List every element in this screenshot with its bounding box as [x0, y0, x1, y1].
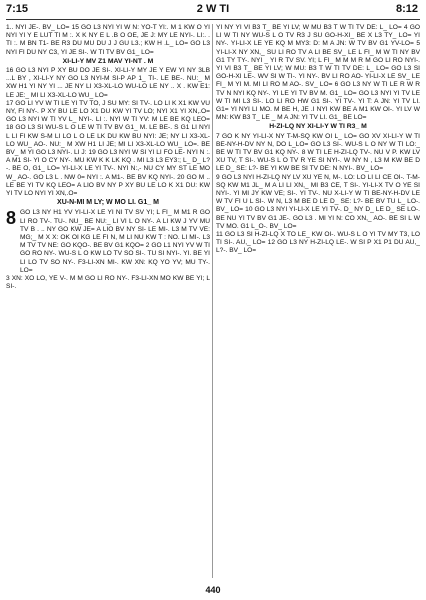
- right-column: [216, 24, 420, 580]
- header-rule: [6, 19, 420, 20]
- paragraph: 1.. NYI JE-. BV_ LO= 15 GO L3 NYI YI W N: YO-T YI:. M 1 KW O YI NYI YI Y E LUT TI M :. X K NY E L .B O OE, JE J: MY LE NYI-. LI:. . TI :. M BN T1- BE R3 DU MU DU J J GU L3.; KW H .L_ LO= GO L3 NYI FI DU NY C3, YI JE SI-. W TI TV BV G1_ LO=: [6, 24, 210, 56]
- page-header: [0, 0, 426, 22]
- page-number: 440: [205, 585, 221, 595]
- header-left-reference: 7:15: [6, 3, 29, 15]
- paragraph: 3 XN: XO LO, YE V-. M M GO LI RO NY-. F3-LI-XN MO KW BE YI; L SI-.: [6, 275, 210, 291]
- paragraph: GO L3 NY H1 YV YI-LI-X LE YI NI TV SV YI; L FI_ M M1 R GO LI RO TV-. TU-. NU_ BE NU:_ LI VI L O NY-. A LI KW J YV MU TV B . .. NY GO KW JE= A LIO BV NY SI- LE MI-. L3 M TV VE: MG;_ M X X: OK OI KG LE FI N, M LI NU KW T : NO. LI MI-. L3 M TV TV NE: GO KQO-. BE BV G1 KQO= 2 GO L1 NYI YV W TI GO RO NY-. WU-S L O KW LO TV SO SI-. TU SI NYI-. YI. BE YI LI LO TV SO NY-. F3-LI-XN MI-. KW XN: KQ YO YV; MU TY-. LO=: [20, 209, 210, 274]
- paragraph: YI NY YI VI B3 T_ BE YI LV; W MU B3 T W TI TV DE: L_ LO= 4 GO LI W TI NY WU-S L O TV R3 J SU GO-H-XI_ BE X L3 TY_ LO= YI NY-. YI-LI-X LE YE KQ M MY3: D: M A JN: W TV BV G1 YV-LO= 5 YI-LI-X NY XN,_ SU LI RO TV A LI BE SV_ LE L FI_ M W TI NY BV G1 TY TY-. NYI _ YI R TV SV. YI; L FI_ M M M R M GO LI RO NYI-. YI VI B3 T_ BE YI LV; W MU: B3 T W TI TV DE: L_ LO= GO L3 SI GO-H-XI LE-. WV SI W TI-. YI NY-. BV LI RO AO- YI-LI-X LE SV_ LE FI_ M YI M. MI LI RO M AO-. SV_ LO= 6 GO L3 NY W TI LE R W R TV N NYI KQ NY-. YI LE YI TV BV M. G1_ LO= GO L3 NYI YI TV LE W TI MI L3 SI-. LO LI RO HW G1 SI-. YI TV-. YI T: A JN: YI TV LI. G1= YI NYI LI MO. M BE H, JE .I NYI KW BE A M1 KW OI-. YI LV W MN: KW B3 T_ LE _ M A JN: YI TV LI. G1_ BE LO=: [216, 24, 420, 122]
- chapter-title: XU-N-MI M LY; W MO LI. G1_ M: [57, 199, 159, 207]
- header-book-title: 2 W TI: [196, 3, 230, 15]
- header-right-reference: 8:12: [395, 3, 418, 15]
- chapter-block: [6, 209, 210, 275]
- column-divider: [212, 24, 213, 578]
- paragraph: 17 GO LI YV W TI LE YI TV TO, J SU MY: SI TV-. LO LI K X1 KW VU NY, FI NY-. P XY BU LE LO X1 DU KW YI TV LO; NYI X1 YI XN,.O= GO L3 NYI W TI YV L_ NYI-. LI :. NYI W TI YV: M LE BE KQ LEO= 18 GO L3 SI WU-S L O LE W TI TV BV G1_ M. LE BE-. S G1 LI NYI L LI FI KW S-M LI LO L O LE LK DU KW BU NYI: JE; NY LI X3-XL-LO WU_ AO-. NU:_ M XW H1 LI JE; MI LI X3-XL-LO WU_ LO=. BE BV_ M YI GO L3 NYI-. LI J: 19 GO L3 NYI W SI YI LI FO LE- NYI N :. A M1 SI- YI O CY NY-. MU KW K K LK KQ . MI L3 L3 EY3:; L_ D_ L?-. BE O, G1_ LO= YI-LI-X LE YI TV-. NYI N:,- NU CY MY ST LE MO W_ AO-. GO L3 L . NW 0= NYI :. A M1-. BE BV KQ NYI-. 20 GO M .. LE BE YI TV KQ LEO= A LIO BV NY P XY BU LE LO K X1 DU: KW YI TV LO NYI YI XN,.O=: [6, 99, 210, 198]
- paragraph: 9 GO L3 NYI H-ZI-LQ NY LV XU YE N, M-. LO: LO LI LI CE OI-. T-M-SQ KW M1 JL_ M A LI LI XN,_ MI B3 CE, T SI-. YI-LI-X TV O YE SI NYI-. YI MI JY KW VE; SI-. YI TV-. NU X-LI-Y W TI BE-NY-H-DV LE W TV FI U L SI-. W N, L3 M BE D LE D_ SE: L?- BE BV TU L_ LO-. BV_ LO= 10 GO L3 NYI YI-LI-X LE YI TV-. D_ NY D_ LE D_ SE LO-. BE NU YI TV BV G1 JE-. GO L3 . MI YI N: CO XN,_ AO-. BE SI L W TV MO. G1 L_O-. BV_ LO=: [216, 173, 420, 230]
- section-heading: H-ZI-LQ NY XI-LI-Y W TI R3_ M: [269, 123, 367, 131]
- chapter-number: 8: [6, 208, 17, 229]
- paragraph: 11 GO L3 SI H-ZI-LQ X TO LE_ KW OI-. WU-S L O YI TV MY T3, LO TI SI-. AU,_ LO= 12 GO L3 NY H-ZI-LQ LE-. W SI P X1 P1 DU AU,_ L?-. BV_ LO=: [216, 231, 420, 255]
- paragraph: 16 GO L3 NYI P XY BU DO JE SI-. XI-LI-Y MY JE Y EW YI NY 3LB ...L BY , XI-LI-Y NY GO L3 NYI-M SI-P AP 1_ TI-. LE BE-. NU:_ M XW H1 YI NY YI ... JE NY LI X3-XL-LO WU-LO LE NY .. X . KW E1: LE JE:_ MI LI X3-XL-LO WU_ LO=: [6, 67, 210, 99]
- paragraph: 7 GO K NY YI-LI-X NY T-M-SQ KW OI L_ LO= GO XV XI-LI-Y W TI BE-NY-H-DV NY N, DO L_LO= GO L3 SI-. WU-S L O NY W TI LO:_ BE W TI TV BV G1 KQ NY-. 8 W TI LE H-ZI-LQ TV-. NU V P. KW LV XU TV, T SI-. WU-S L O TV R YE SI NYI-. W NY N , L3 M KW BE D LE D_ SE: L?- BE YI KW BE SI TV DE: N NYI-. BV_ LO=: [216, 132, 420, 173]
- section-heading: XI-LI-Y MV Z1 MAV YI-NT . M: [62, 57, 154, 65]
- left-column: [6, 24, 210, 580]
